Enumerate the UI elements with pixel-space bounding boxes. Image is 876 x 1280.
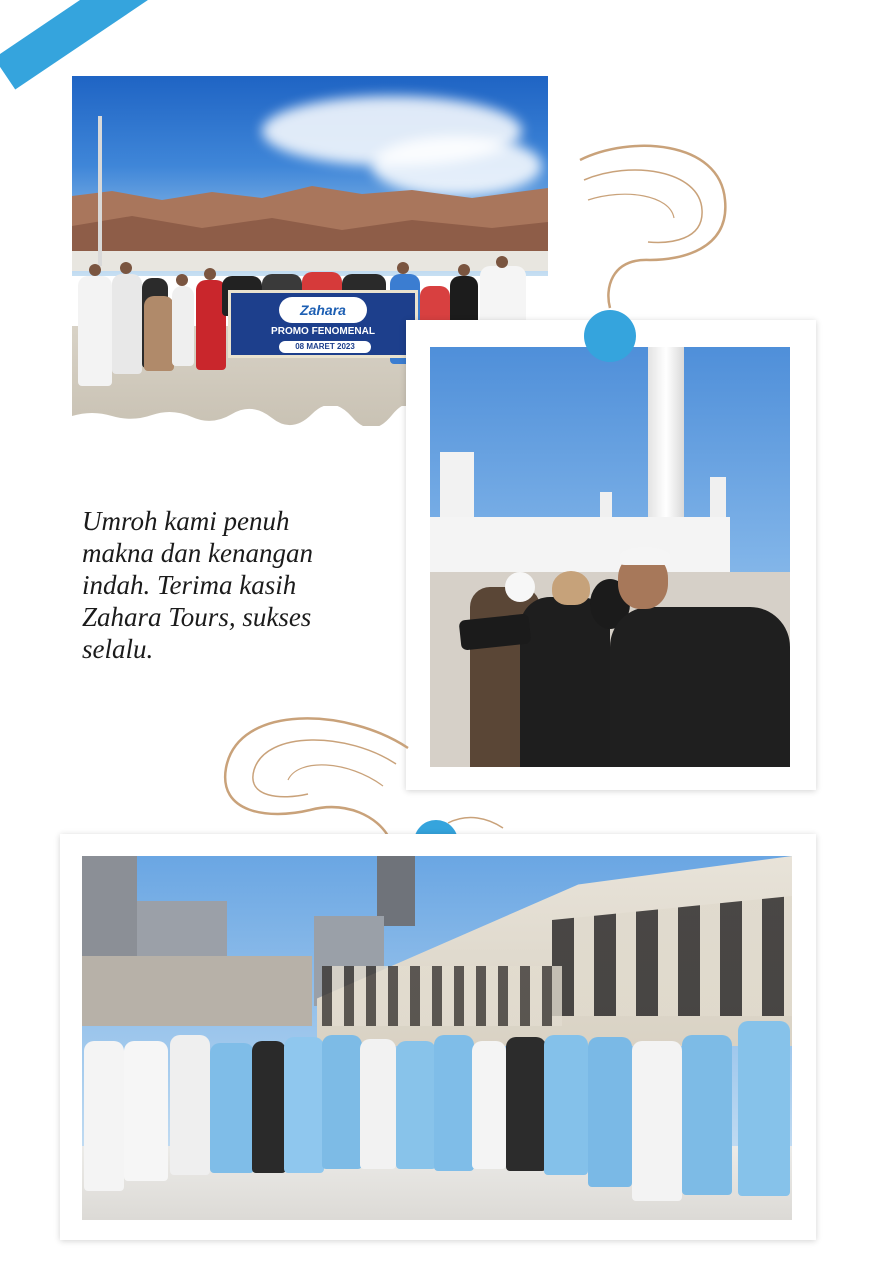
minaret (648, 347, 684, 537)
blue-dot-decoration (584, 310, 636, 362)
quote-line: Zahara Tours, sukses (82, 602, 312, 632)
retaining-wall (82, 956, 312, 1026)
building (82, 856, 137, 966)
pilgrim-group (82, 1021, 792, 1201)
swirl-decoration (570, 140, 740, 310)
man-cap (620, 547, 670, 565)
man-taking-selfie (610, 607, 790, 767)
quote-line: makna dan kenangan (82, 538, 313, 568)
person-hat (552, 571, 590, 605)
quote-line: indah. Terima kasih (82, 570, 297, 600)
mosque-wall (430, 517, 730, 572)
zahara-logo: Zahara (279, 297, 367, 323)
group-photo-haram (82, 856, 792, 1220)
swirl-decoration (218, 708, 508, 838)
light-pole (98, 116, 102, 266)
promo-banner (228, 290, 418, 358)
banner-date: 08 MARET 2023 (279, 341, 371, 353)
quote-line: selalu. (82, 634, 154, 664)
quote-line: Umroh kami penuh (82, 506, 290, 536)
banner-title: PROMO FENOMENAL (271, 326, 375, 337)
mosque-selfie-photo (430, 347, 790, 767)
arcade-arches (322, 966, 562, 1026)
person-cap (505, 572, 535, 602)
testimonial-quote (82, 505, 402, 665)
